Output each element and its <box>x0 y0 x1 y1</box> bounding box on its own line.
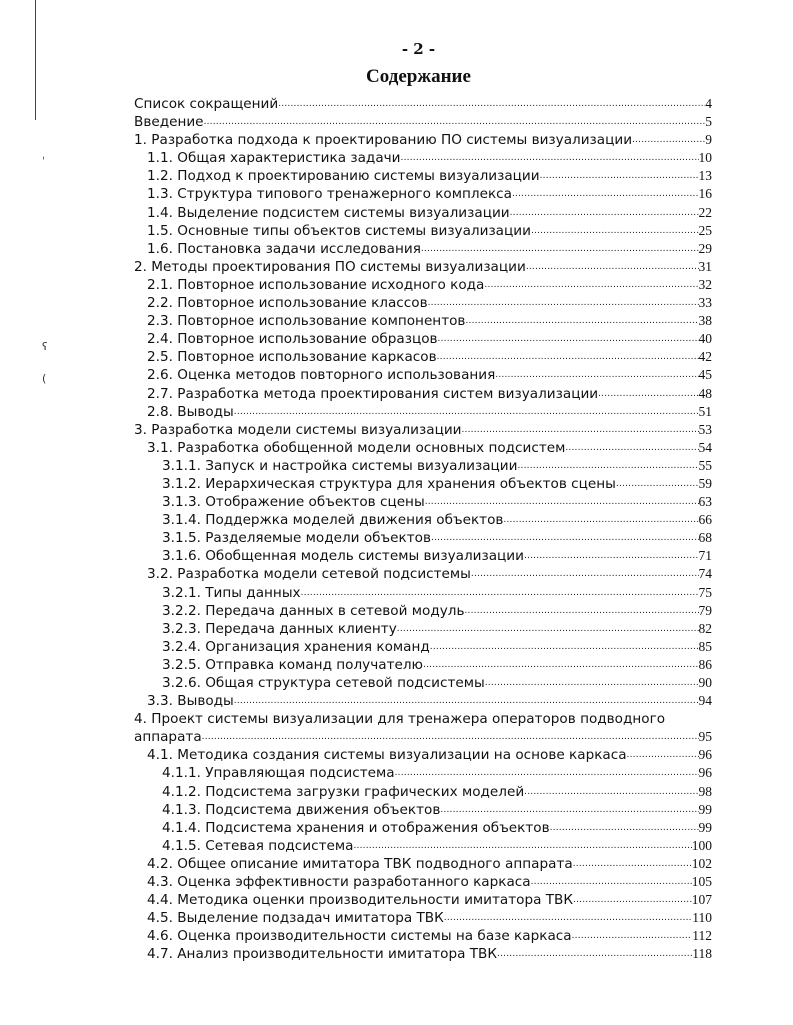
toc-entry <box>134 185 712 203</box>
toc-entry-title: 3.2.4. Организация хранения команд <box>162 638 430 655</box>
dot-leader <box>431 529 699 547</box>
toc-entry-title: 4. Проект системы визуализации для тренажера операторов подводного <box>134 711 666 728</box>
toc-entry <box>134 149 712 167</box>
toc-entry-title: 4.2. Общее описание имитатора ТВК подводного аппарата <box>147 855 573 872</box>
toc-entry-page: 32 <box>698 276 712 292</box>
scan-edge-line <box>35 0 36 120</box>
toc-entry-title: 2.8. Выводы <box>147 403 234 420</box>
dot-leader <box>301 584 699 602</box>
dot-leader <box>573 891 692 909</box>
dot-leader <box>234 692 699 710</box>
dot-leader <box>572 927 693 945</box>
toc-entry <box>134 475 712 493</box>
dot-leader <box>531 873 692 891</box>
toc-entry <box>134 873 712 891</box>
toc-entry-page: 13 <box>698 168 712 184</box>
toc-entry-title: аппарата <box>134 729 202 746</box>
toc-entry <box>134 403 712 421</box>
toc-entry-page: 82 <box>698 620 712 636</box>
dot-leader <box>444 909 692 927</box>
toc-entry-page: 99 <box>698 819 712 835</box>
toc-entry-title: 3.2. Разработка модели сетевой подсистемы <box>147 566 471 583</box>
toc-entry-title: 4.1. Методика создания системы визуализации на основе каркаса <box>147 747 627 764</box>
toc-entry-page: 53 <box>698 421 712 437</box>
toc-entry-page: 71 <box>698 548 712 564</box>
toc-entry-page: 95 <box>698 729 712 745</box>
toc-entry-page: 33 <box>698 295 712 311</box>
toc-entry-title: 3.2.2. Передача данных в сетевой модуль <box>162 602 465 619</box>
toc-entry <box>134 421 712 439</box>
dot-leader <box>565 439 698 457</box>
toc-entry <box>134 620 712 638</box>
dot-leader <box>428 294 699 312</box>
toc-entry-title: 2.5. Повторное использование каркасов <box>147 349 437 366</box>
toc-entry-title: 3.1. Разработка обобщенной модели основных подсистем <box>147 439 566 456</box>
toc-entry-title: 3.3. Выводы <box>147 693 234 710</box>
toc-entry-page: 4 <box>705 96 712 111</box>
dot-leader <box>632 131 705 149</box>
dot-leader <box>598 385 698 403</box>
toc-entry <box>134 529 712 547</box>
toc-entry <box>134 348 712 366</box>
toc-entry-page: 90 <box>698 675 712 690</box>
toc-entry <box>134 909 712 927</box>
dot-leader <box>573 855 692 873</box>
dot-leader <box>423 656 698 674</box>
toc-entry-page: 96 <box>698 765 712 781</box>
toc-entry <box>134 837 712 855</box>
toc-entry-page: 74 <box>698 566 712 582</box>
toc-entry <box>134 656 712 674</box>
toc-entry-page: 79 <box>698 602 712 618</box>
toc-entry-title: 4.6. Оценка производительности системы на базе каркаса <box>147 928 572 945</box>
dot-leader <box>421 240 699 258</box>
toc-entry <box>134 602 712 620</box>
dot-leader <box>484 276 698 294</box>
dot-leader <box>437 348 699 366</box>
dot-leader <box>462 421 699 439</box>
toc-entry-page: 63 <box>698 494 712 510</box>
toc-entry-page: 5 <box>705 114 712 130</box>
dot-leader <box>517 457 698 475</box>
dot-leader <box>440 801 698 819</box>
toc-entry <box>134 204 712 222</box>
toc-entry <box>134 366 712 384</box>
toc-entry-title: 3.1.3. Отображение объектов сцены <box>162 494 425 511</box>
toc-entry-title: 4.1.5. Сетевая подсистема <box>162 837 354 854</box>
toc-entry <box>134 927 712 945</box>
toc-entry <box>134 746 712 764</box>
toc-entry <box>134 764 712 782</box>
toc-entry-page: 99 <box>698 801 712 817</box>
toc-entry-title: 3.2.3. Передача данных клиенту <box>162 620 397 637</box>
toc-entry-title: 1.4. Выделение подсистем системы визуализации <box>147 204 510 221</box>
toc-entry-page: 51 <box>698 403 712 419</box>
toc-entry-title: 3.2.5. Отправка команд получателю <box>162 656 424 673</box>
dot-leader <box>616 475 699 493</box>
dot-leader <box>401 149 699 167</box>
toc-entry-title: 2.6. Оценка методов повторного использования <box>147 367 496 384</box>
scan-mark: ˌ <box>42 148 46 161</box>
toc-entry-page: 45 <box>698 367 712 383</box>
page-number: - 2 - <box>401 40 436 58</box>
dot-leader <box>512 185 699 203</box>
toc-entry-title: 4.3. Оценка эффективности разработанного каркаса <box>147 874 531 891</box>
toc-entry <box>134 511 712 529</box>
toc-entry <box>134 294 712 312</box>
toc-entry <box>134 638 712 656</box>
toc-entry <box>134 674 712 692</box>
dot-leader <box>397 620 699 638</box>
toc-entry-title: Введение <box>134 114 204 131</box>
toc-entry-page: 100 <box>691 837 712 853</box>
toc-entry-page: 112 <box>692 928 712 944</box>
toc-entry-page: 86 <box>698 656 712 672</box>
toc-entry <box>134 819 712 837</box>
toc-entry <box>134 439 712 457</box>
toc-entry-page: 75 <box>698 584 712 600</box>
dot-leader <box>540 167 699 185</box>
dot-leader <box>550 819 699 837</box>
table-of-contents <box>134 95 712 964</box>
toc-entry <box>134 728 712 746</box>
toc-entry-title: 3.1.2. Иерархическая структура для хранения объектов сцены <box>162 475 616 492</box>
toc-entry <box>134 783 712 801</box>
toc-entry-page: 66 <box>698 512 712 528</box>
toc-entry-title: 2.3. Повторное использование компонентов <box>147 313 466 330</box>
toc-entry-title: 4.1.1. Управляющая подсистема <box>162 765 395 782</box>
toc-entry <box>134 385 712 403</box>
dot-leader <box>438 330 699 348</box>
toc-entry <box>134 222 712 240</box>
toc-entry <box>134 330 712 348</box>
dot-leader <box>510 204 699 222</box>
toc-entry <box>134 565 712 583</box>
toc-entry-title: 2.4. Повторное использование образцов <box>147 331 438 348</box>
toc-entry-page: 59 <box>698 475 712 491</box>
toc-entry-page: 10 <box>698 150 712 166</box>
toc-entry <box>134 891 712 909</box>
toc-entry-title: 3.2.1. Типы данных <box>162 584 301 601</box>
toc-entry-page: 94 <box>698 693 712 709</box>
dot-leader <box>353 837 691 855</box>
toc-entry-page: 110 <box>692 910 712 926</box>
toc-entry-page: 105 <box>691 874 712 890</box>
toc-entry-page: 31 <box>698 258 712 274</box>
dot-leader <box>464 602 698 620</box>
toc-entry-page: 42 <box>698 349 712 365</box>
toc-entry-page: 25 <box>698 222 712 238</box>
toc-entry <box>134 258 712 276</box>
toc-entry-page: 118 <box>692 946 712 962</box>
dot-leader <box>471 565 699 583</box>
toc-entry-page: 107 <box>691 892 712 908</box>
toc-entry <box>134 240 712 258</box>
toc-entry-page: 48 <box>698 385 712 401</box>
toc-entry <box>134 276 712 294</box>
toc-entry-title: 1.6. Постановка задачи исследования <box>147 240 421 257</box>
toc-entry-title: 4.4. Методика оценки производительности имитатора ТВК <box>147 892 574 909</box>
dot-leader <box>202 728 699 746</box>
dot-leader <box>234 403 699 421</box>
toc-entry-title: 3.1.6. Обобщенная модель системы визуализации <box>162 548 524 565</box>
toc-entry-title: 3.1.5. Разделяемые модели объектов <box>162 530 431 547</box>
dot-leader <box>395 764 699 782</box>
toc-entry <box>134 167 712 185</box>
toc-entry-title: 2.7. Разработка метода проектирования систем визуализации <box>147 385 599 402</box>
toc-entry-page: 96 <box>698 747 712 763</box>
toc-entry <box>134 131 712 149</box>
toc-entry <box>134 312 712 330</box>
toc-entry-title: 1. Разработка подхода к проектированию ПО системы визуализации <box>134 132 633 149</box>
dot-leader <box>430 638 699 656</box>
dot-leader <box>278 95 705 113</box>
dot-leader <box>524 783 698 801</box>
toc-heading: Содержание <box>366 66 471 87</box>
toc-entry-title: 2. Методы проектирования ПО системы визуализации <box>134 258 526 275</box>
scan-mark: ( <box>42 372 47 385</box>
dot-leader <box>495 366 698 384</box>
toc-entry-title: 1.5. Основные типы объектов системы визуализации <box>147 222 531 239</box>
toc-entry-page: 98 <box>698 783 712 799</box>
toc-entry-page: 102 <box>691 855 712 871</box>
toc-entry-title: 2.1. Повторное использование исходного кода <box>147 276 485 293</box>
toc-entry <box>134 95 712 113</box>
toc-entry-title: 2.2. Повторное использование классов <box>147 295 428 312</box>
toc-entry-page: 16 <box>698 186 712 202</box>
toc-entry-page: 85 <box>698 638 712 654</box>
toc-entry <box>134 113 712 131</box>
scan-mark: ʕ <box>42 340 48 353</box>
toc-entry <box>134 547 712 565</box>
toc-entry-page: 54 <box>698 439 712 455</box>
dot-leader <box>531 222 699 240</box>
toc-entry <box>134 493 712 511</box>
dot-leader <box>425 493 699 511</box>
dot-leader <box>485 674 699 692</box>
toc-entry-title: 1.3. Структура типового тренажерного комплекса <box>147 186 512 203</box>
toc-entry-title: 3. Разработка модели системы визуализации <box>134 421 462 438</box>
toc-entry-title: 3.1.1. Запуск и настройка системы визуализации <box>162 457 518 474</box>
toc-entry-page: 22 <box>698 204 712 220</box>
toc-entry-title: 1.1. Общая характеристика задачи <box>147 150 401 167</box>
dot-leader <box>204 113 706 131</box>
dot-leader <box>465 312 698 330</box>
toc-entry <box>134 692 712 710</box>
dot-leader <box>526 258 699 276</box>
toc-entry-page: 68 <box>698 530 712 546</box>
dot-leader <box>627 746 699 764</box>
toc-entry-title: 4.5. Выделение подзадач имитатора ТВК <box>147 910 444 927</box>
dot-leader <box>497 945 692 963</box>
toc-entry-title: 3.1.4. Поддержка моделей движения объектов <box>162 512 504 529</box>
toc-entry <box>134 801 712 819</box>
toc-entry-title: Список сокращений <box>134 96 279 112</box>
toc-entry-title: 3.2.6. Общая структура сетевой подсистемы <box>162 675 485 691</box>
toc-entry <box>134 457 712 475</box>
toc-entry-page: 40 <box>698 331 712 347</box>
toc-entry-page: 29 <box>698 240 712 256</box>
toc-entry-page: 38 <box>698 313 712 329</box>
toc-entry-title: 4.7. Анализ производительности имитатора ТВК <box>147 946 498 963</box>
toc-entry-page: 55 <box>698 457 712 473</box>
toc-entry <box>134 945 712 963</box>
toc-entry-title: 4.1.3. Подсистема движения объектов <box>162 801 441 818</box>
toc-entry-page: 9 <box>705 132 712 148</box>
dot-leader <box>524 547 699 565</box>
dot-leader <box>503 511 698 529</box>
toc-entry <box>134 584 712 602</box>
toc-entry-title: 4.1.2. Подсистема загрузки графических моделей <box>162 783 525 800</box>
toc-entry <box>134 855 712 873</box>
toc-entry-title: 4.1.4. Подсистема хранения и отображения объектов <box>162 819 550 836</box>
toc-entry-title: 1.2. Подход к проектированию системы визуализации <box>147 168 540 185</box>
